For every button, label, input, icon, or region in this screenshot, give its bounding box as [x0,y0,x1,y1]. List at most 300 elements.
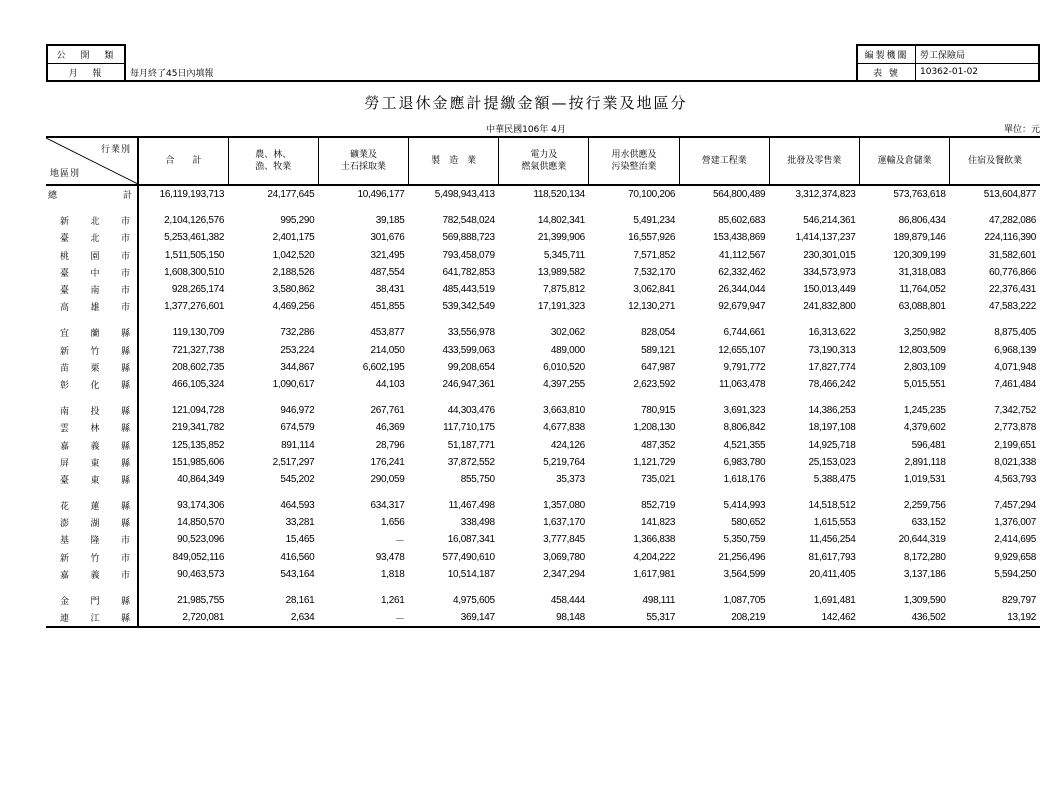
value-cell: 416,560 [280,551,315,563]
value-cell: 47,282,086 [988,215,1036,227]
value-cell: 11,764,052 [899,284,946,296]
value-cell: 436,502 [860,609,950,627]
value-cell: 5,498,943,413 [434,189,495,201]
value-cell: 224,116,390 [984,232,1036,244]
value-cell: 18,197,108 [808,422,856,434]
form-number-label: 表 號 [858,64,916,80]
value-cell: 93,478 [375,551,405,563]
spacer-row [46,203,1040,212]
value-cell: 39,185 [375,215,405,227]
value-cell: 1,366,838 [633,534,676,546]
value-cell: 22,376,431 [988,284,1036,296]
value-cell: 208,602,735 [171,361,225,373]
value-cell: 1,019,531 [903,473,946,485]
region-name: 宜 蘭 縣 [60,329,130,340]
value-cell: 35,373 [556,473,585,485]
value-cell: 1,087,705 [723,595,766,607]
region-name: 新 北 市 [60,217,130,228]
region-cell [46,454,138,471]
region-cell [46,342,138,359]
value-cell: 543,164 [280,568,315,580]
value-cell: 793,458,079 [442,249,495,261]
spacer-cell [138,315,1040,324]
value-cell: 464,593 [280,500,315,512]
value-cell: 8,806,842 [723,422,766,434]
value-cell: 37,872,552 [447,456,495,468]
region-cell [46,376,138,393]
value-cell: 11,456,254 [809,534,856,546]
classification-box [46,44,126,82]
region-name: 彰 化 縣 [60,380,130,391]
value-cell: 2,414,695 [994,534,1036,546]
value-cell: 55,317 [589,609,679,627]
region-cell [46,212,138,229]
value-cell: 92,679,947 [718,301,766,313]
value-cell: 13,989,582 [537,266,585,278]
region-name: 基 隆 市 [60,536,130,547]
value-cell: 344,867 [280,361,315,373]
table-row [46,531,1040,548]
value-cell: － [394,536,405,548]
value-cell: 214,050 [370,344,405,356]
value-cell: 782,548,024 [442,215,495,227]
value-cell: 150,013,449 [803,284,856,296]
value-cell: 70,100,206 [628,189,676,201]
value-cell: 14,925,718 [808,439,856,451]
value-cell: 1,376,007 [994,517,1036,529]
value-cell: 1,637,170 [543,517,585,529]
value-cell: 5,219,764 [543,456,585,468]
contribution-table [46,136,1040,628]
value-cell: 721,327,738 [171,344,225,356]
value-cell: 4,204,222 [633,551,676,563]
column-header [409,137,499,185]
column-header [318,137,408,185]
value-cell: 17,191,323 [537,301,585,313]
value-cell: 674,579 [280,422,315,434]
value-cell: 1,615,553 [813,517,856,529]
value-cell: 17,827,774 [808,361,856,373]
region-cell [46,264,138,281]
value-cell: 569,888,723 [442,232,495,244]
value-cell: 5,414,993 [723,500,766,512]
column-header [138,137,228,185]
value-cell: 4,521,355 [723,439,766,451]
value-cell: 86,806,434 [898,215,946,227]
value-cell: 118,520,134 [533,189,585,201]
value-cell: 647,987 [641,361,676,373]
value-cell: 38,431 [375,284,405,296]
value-cell: 3,062,841 [633,284,676,296]
value-cell: 7,875,812 [543,284,585,296]
value-cell: 5,345,711 [543,249,585,261]
value-cell: 47,583,222 [988,301,1036,313]
value-cell: 3,691,323 [723,405,766,417]
value-cell: 41,112,567 [719,249,766,261]
value-cell: 928,265,174 [171,284,225,296]
value-cell: 433,599,063 [442,344,495,356]
value-cell: 21,985,755 [177,595,225,607]
value-cell: 828,054 [641,327,676,339]
value-cell: 1,608,300,510 [164,266,225,278]
value-cell: 334,573,973 [803,266,856,278]
value-cell: 573,763,618 [893,189,946,201]
region-cell [46,471,138,488]
value-cell: 6,010,520 [543,361,585,373]
value-cell: 141,823 [641,517,676,529]
value-cell: 891,114 [281,439,315,451]
value-cell: 1,377,276,601 [164,301,225,313]
value-cell: 10,514,187 [447,568,495,580]
value-cell: 11,063,478 [719,378,766,390]
column-header [860,137,950,185]
value-cell: － [318,609,408,627]
value-cell: 580,652 [731,517,766,529]
unit-label: 單位：元 [1003,125,1040,135]
table-row [46,566,1040,583]
region-name: 嘉 義 縣 [60,441,130,452]
region-name: 花 蓮 縣 [60,502,130,513]
value-cell: 267,761 [370,405,405,417]
table-row [46,419,1040,436]
value-cell: 2,720,081 [138,609,228,627]
value-cell: 2,199,651 [994,439,1036,451]
value-cell: 634,317 [370,500,405,512]
value-cell: 9,929,658 [994,551,1036,563]
value-cell: 7,571,852 [633,249,676,261]
agency-value: 勞工保險局 [920,51,966,61]
value-cell: 1,042,520 [272,249,315,261]
value-cell: 6,983,780 [723,456,766,468]
value-cell: 51,187,771 [447,439,495,451]
column-header-line: 批發及零售業 [787,156,842,166]
value-cell: 5,015,551 [903,378,946,390]
value-cell: 1,818 [381,568,405,580]
corner-header [46,137,138,185]
value-cell: 487,554 [370,266,405,278]
table-row [46,324,1040,341]
value-cell: 1,618,176 [723,473,766,485]
value-cell: 219,341,782 [171,422,225,434]
value-cell: 1,617,981 [633,568,676,580]
total-row [46,185,1040,203]
spacer-row [46,393,1040,402]
value-cell: 2,188,526 [272,266,315,278]
spacer-cell [138,488,1040,497]
region-cell [46,281,138,298]
column-header [499,137,589,185]
value-cell: 2,259,756 [903,500,946,512]
value-cell: 31,582,601 [988,249,1036,261]
value-cell: 1,121,729 [633,456,676,468]
value-cell: 153,438,869 [713,232,766,244]
value-cell: 26,344,044 [718,284,766,296]
value-cell: 338,498 [460,517,495,529]
value-cell: 10,496,177 [357,189,405,201]
column-header-line: 合 計 [165,156,202,166]
region-name: 連 江 縣 [60,614,130,625]
region-name: 金 門 縣 [60,597,130,608]
table-row [46,376,1040,393]
value-cell: 125,135,852 [171,439,225,451]
column-header-line: 土石採取業 [340,162,386,172]
value-cell: 2,623,592 [633,378,676,390]
table-row [46,359,1040,376]
value-cell: 21,256,496 [718,551,766,563]
region-name: 嘉 義 市 [60,570,130,581]
column-header-line: 污染整治業 [611,162,657,172]
value-cell: 5,253,461,382 [164,232,225,244]
report-title: 勞工退休金應計提繳金額—按行業及地區分 [364,94,688,112]
value-cell: 290,059 [370,473,405,485]
value-cell: 2,891,118 [904,456,946,468]
value-cell: 1,261 [381,595,405,607]
column-header-line: 燃氣供應業 [521,162,567,172]
value-cell: 2,104,126,576 [164,215,225,227]
value-cell: 498,111 [642,595,676,607]
region-name: 雲 林 縣 [60,424,130,435]
spacer-cell [46,315,138,324]
value-cell: 466,105,324 [171,378,225,390]
value-cell: 33,281 [285,517,315,529]
value-cell: 24,177,645 [267,189,315,201]
value-cell: 99,208,654 [447,361,495,373]
value-cell: 829,797 [1001,595,1036,607]
value-cell: 11,467,498 [448,500,495,512]
column-header [950,137,1040,185]
value-cell: 73,190,313 [808,344,856,356]
value-cell: 120,309,199 [893,249,946,261]
corner-industry-label: 行業別 [100,145,131,155]
column-header-line: 運輸及倉儲業 [877,156,932,166]
table-header-row [46,137,1040,185]
value-cell: 62,332,462 [718,266,766,278]
value-cell: 2,517,297 [272,456,315,468]
table-row [46,497,1040,514]
region-cell [46,497,138,514]
table-row [46,342,1040,359]
value-cell: 14,802,341 [537,215,585,227]
value-cell: 855,750 [460,473,495,485]
value-cell: 735,021 [641,473,676,485]
value-cell: 13,192 [950,609,1040,627]
value-cell: 4,397,255 [543,378,585,390]
value-cell: 7,461,484 [994,378,1036,390]
value-cell: 321,495 [370,249,405,261]
value-cell: 369,147 [409,609,499,627]
value-cell: 564,800,489 [713,189,766,201]
spacer-cell [46,393,138,402]
value-cell: 98,148 [499,609,589,627]
table-row [46,436,1040,453]
value-cell: 21,399,906 [537,232,585,244]
value-cell: 2,401,175 [272,232,315,244]
table-row [46,264,1040,281]
value-cell: 732,286 [280,327,315,339]
value-cell: 4,469,256 [272,301,315,313]
table-row [46,247,1040,264]
value-cell: 1,691,481 [813,595,856,607]
value-cell: 1,357,080 [543,500,585,512]
value-cell: 1,414,137,237 [795,232,856,244]
value-cell: 230,301,015 [803,249,856,261]
value-cell: 16,313,622 [808,327,856,339]
spacer-row [46,488,1040,497]
region-cell [46,185,138,203]
value-cell: 8,021,338 [994,456,1036,468]
value-cell: 539,342,549 [442,301,495,313]
value-cell: 641,782,853 [442,266,495,278]
region-cell [46,298,138,315]
monthly-label: 月 報 [68,68,108,79]
value-cell: 1,309,590 [903,595,946,607]
column-header [228,137,318,185]
value-cell: 852,719 [641,500,676,512]
table-row [46,229,1040,246]
region-name: 臺 東 縣 [60,475,130,486]
region-name: 高 雄 市 [60,303,130,314]
value-cell: 117,710,175 [443,422,495,434]
value-cell: 9,791,772 [723,361,766,373]
column-header [679,137,769,185]
column-header-line: 農、林、 [255,150,292,160]
region-name: 屏 東 縣 [60,458,130,469]
value-cell: 16,119,193,713 [159,189,225,201]
value-cell: 633,152 [911,517,946,529]
value-cell: 995,290 [280,215,315,227]
table-row [46,402,1040,419]
value-cell: 7,342,752 [994,405,1036,417]
value-cell: 1,511,505,150 [164,249,225,261]
value-cell: 2,773,878 [994,422,1036,434]
value-cell: 4,071,948 [994,361,1036,373]
value-cell: 90,463,573 [177,568,225,580]
spacer-cell [46,488,138,497]
value-cell: 3,564,599 [723,568,766,580]
value-cell: 487,352 [641,439,676,451]
value-cell: 63,088,801 [898,301,946,313]
value-cell: 208,219 [679,609,769,627]
value-cell: 946,972 [280,405,315,417]
value-cell: 12,655,107 [718,344,766,356]
table-row [46,454,1040,471]
value-cell: 596,481 [911,439,946,451]
form-number-value: 10362-01-02 [920,67,979,77]
value-cell: 14,386,253 [808,405,856,417]
value-cell: 40,864,349 [177,473,225,485]
value-cell: 3,777,845 [543,534,585,546]
value-cell: 2,347,294 [543,568,585,580]
spacer-cell [46,203,138,212]
table-row [46,549,1040,566]
value-cell: 6,968,139 [994,344,1036,356]
spacer-row [46,583,1040,592]
value-cell: 1,245,235 [903,405,946,417]
region-cell [46,514,138,531]
value-cell: 151,985,606 [171,456,225,468]
value-cell: 16,557,926 [628,232,676,244]
value-cell: 3,137,186 [903,568,946,580]
value-cell: 14,850,570 [177,517,225,529]
column-header-line: 漁、牧業 [255,162,292,172]
value-cell: 8,875,405 [994,327,1036,339]
column-header-line: 營建工程業 [701,156,747,166]
corner-region-label: 地區別 [50,169,81,179]
value-cell: 142,462 [769,609,859,627]
value-cell: 33,556,978 [447,327,495,339]
value-cell: 28,796 [375,439,405,451]
region-name: 臺 南 市 [60,286,130,297]
region-name: 臺 中 市 [60,268,130,279]
value-cell: 12,130,271 [628,301,676,313]
region-name: 苗 栗 縣 [60,363,130,374]
spacer-cell [138,393,1040,402]
table-row [46,281,1040,298]
value-cell: 5,491,234 [633,215,676,227]
agency-label: 編製機關 [858,46,916,63]
value-cell: 46,369 [375,422,405,434]
spacer-cell [138,203,1040,212]
value-cell: 4,563,793 [994,473,1036,485]
value-cell: 545,202 [280,473,315,485]
public-class-label: 公 開 類 [56,51,120,61]
value-cell: 3,250,982 [903,327,946,339]
value-cell: 577,490,610 [442,551,495,563]
value-cell: 60,776,866 [988,266,1036,278]
value-cell: 5,388,475 [813,473,856,485]
value-cell: 44,303,476 [447,405,495,417]
value-cell: 16,087,341 [447,534,495,546]
region-name: 新 竹 縣 [60,346,130,357]
table-row [46,514,1040,531]
value-cell: 15,465 [285,534,315,546]
value-cell: 3,580,862 [272,284,315,296]
region-cell [46,531,138,548]
value-cell: 4,379,602 [903,422,946,434]
region-cell [46,436,138,453]
region-cell [46,609,138,627]
value-cell: 31,318,083 [898,266,946,278]
value-cell: 241,832,800 [803,301,856,313]
region-cell [46,419,138,436]
value-cell: 458,444 [550,595,585,607]
column-header-line: 礦業及 [349,150,377,160]
value-cell: 93,174,306 [177,500,225,512]
value-cell: 849,052,116 [172,551,225,563]
region-cell [46,324,138,341]
column-header-line: 製 造 業 [431,156,477,166]
value-cell: 7,532,170 [633,266,676,278]
value-cell: 25,153,023 [808,456,856,468]
value-cell: 7,457,294 [994,500,1036,512]
column-header [769,137,859,185]
column-header-line: 用水供應及 [611,150,657,160]
value-cell: 453,877 [370,327,405,339]
region-name: 南 投 縣 [60,407,130,418]
report-date: 中華民國106年 4月 [486,125,566,135]
value-cell: 5,594,250 [994,568,1036,580]
region-name: 桃 園 市 [60,251,130,262]
table-row [46,592,1040,609]
value-cell: 44,103 [375,378,405,390]
column-header [589,137,679,185]
value-cell: 1,208,130 [633,422,676,434]
value-cell: 546,214,361 [803,215,856,227]
value-cell: 176,241 [370,456,405,468]
region-name: 澎 湖 縣 [60,519,130,530]
region-name: 總 計 [48,191,132,202]
spacer-cell [46,583,138,592]
